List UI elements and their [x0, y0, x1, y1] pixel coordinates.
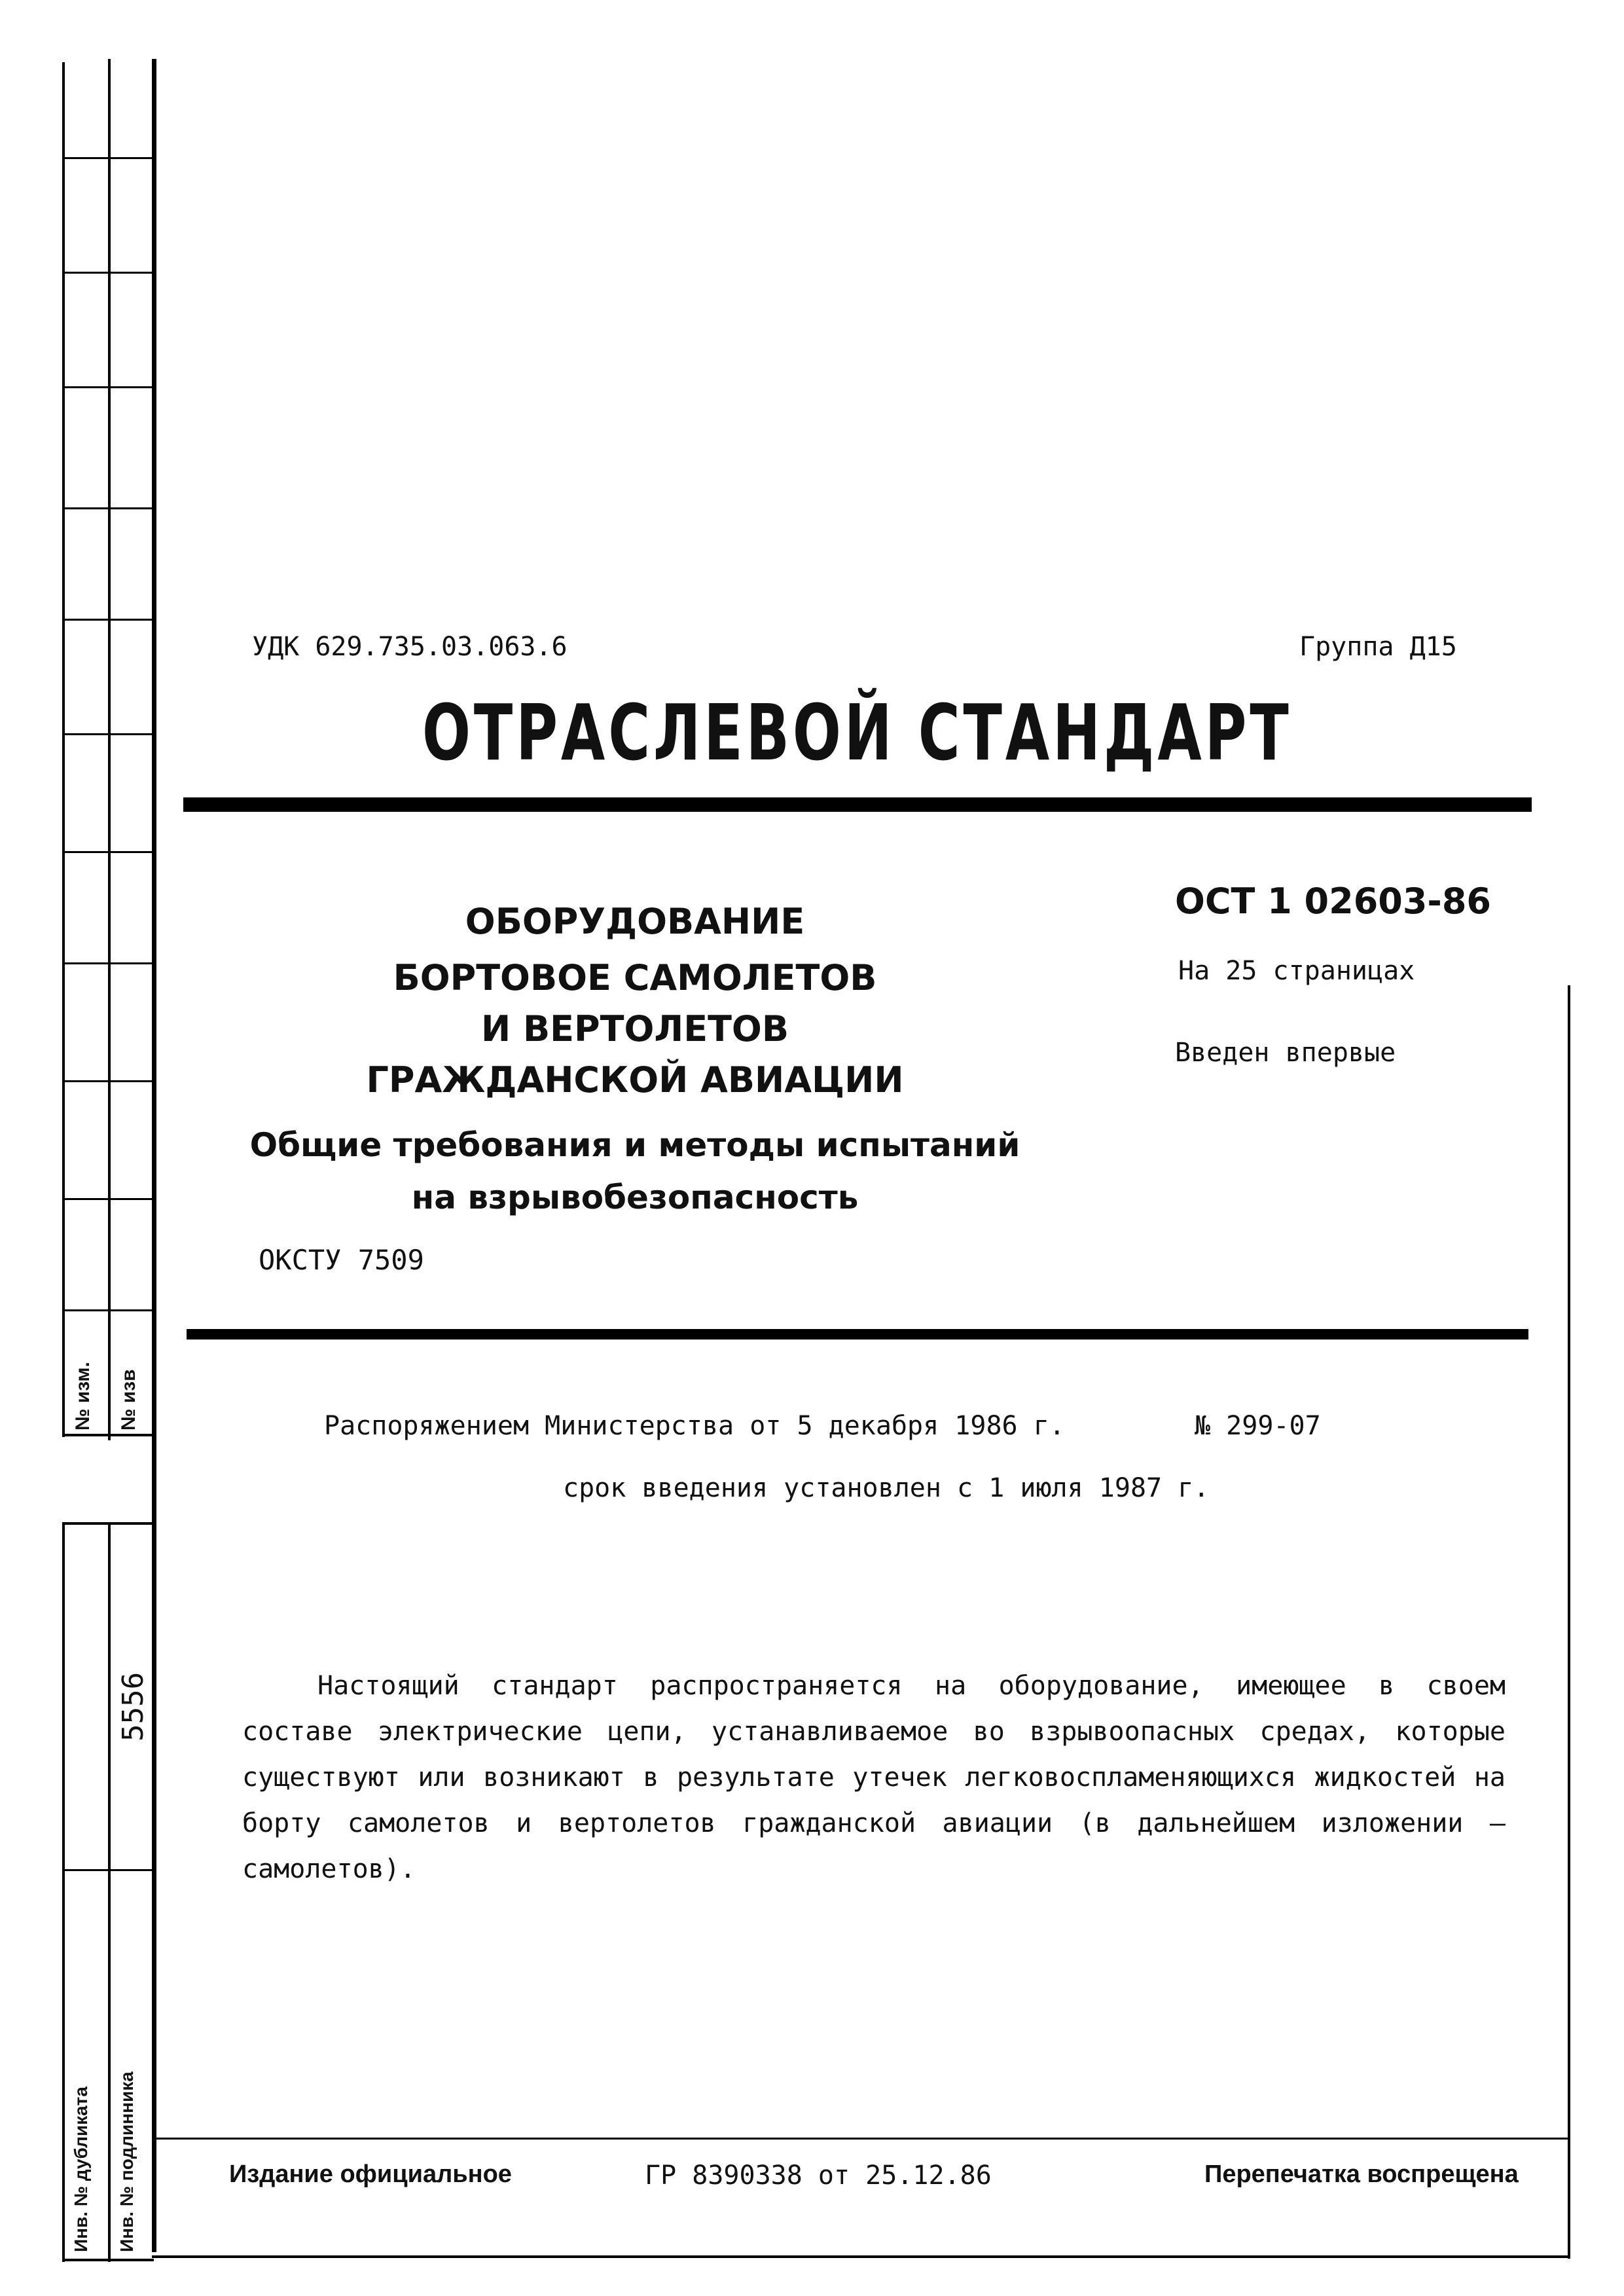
ministry-order: Распоряжением Министерства от 5 декабря 1986 г. — [324, 1411, 1065, 1441]
udk-code: УДК 629.735.03.063.6 — [252, 632, 568, 662]
middle-thick-rule — [187, 1329, 1528, 1339]
scope-paragraph-text: Настоящий стандарт распространяется на оборудование, имеющее в своем составе электрические цепи, устанавливаемое во взрывоопасных средах, которые существуют или возникают в результате утечек легковоспламеняющихся жидкостей на борту самолетов и вертолетов гражданской авиации (в дальнейшем изложении – самолетов). — [242, 1671, 1506, 1884]
standard-designation: ОСТ 1 02603-86 — [1175, 881, 1491, 922]
subtitle-line-2: на взрывобезопасность — [411, 1178, 859, 1216]
page-count: На 25 страницах — [1178, 956, 1415, 986]
order-number: № 299-07 — [1195, 1411, 1321, 1441]
inventory-original-number: 5556 — [117, 1672, 150, 1741]
scope-paragraph — [242, 1663, 1506, 1892]
effective-date: срок введения установлен с 1 июля 1987 г. — [563, 1473, 1210, 1503]
registration-number: ГР 8390338 от 25.12.86 — [645, 2160, 992, 2191]
title-line-3: И ВЕРТОЛЕТОВ — [481, 1008, 789, 1049]
inv-original-label: Инв. № подлинника — [117, 2071, 137, 2252]
title-line-1: ОБОРУДОВАНИЕ — [465, 901, 805, 942]
oksty-code: ОКСТУ 7509 — [259, 1244, 424, 1276]
title-line-4: ГРАЖДАНСКОЙ АВИАЦИИ — [366, 1059, 904, 1101]
change-no-label: № изм. — [72, 1362, 94, 1430]
top-thick-rule — [183, 797, 1532, 812]
subtitle-line-1: Общие требования и методы испытаний — [249, 1126, 1020, 1164]
reprint-prohibited-label: Перепечатка воспрещена — [1204, 2160, 1519, 2188]
footer-rule — [152, 2138, 1570, 2140]
group-code: Группа Д15 — [1299, 632, 1457, 662]
inv-duplicate-label: Инв. № дубликата — [71, 2086, 91, 2252]
official-edition-label: Издание официальное — [229, 2160, 512, 2188]
page-frame-bottom — [152, 2255, 1570, 2258]
page-frame-right — [1568, 985, 1570, 2259]
title-line-2: БОРТОВОЕ САМОЛЕТОВ — [393, 957, 877, 998]
standard-type-heading: ОТРАСЛЕВОЙ СТАНДАРТ — [422, 687, 1292, 778]
introduced-note: Введен впервые — [1175, 1038, 1396, 1068]
notice-no-label: № изв — [118, 1369, 139, 1430]
